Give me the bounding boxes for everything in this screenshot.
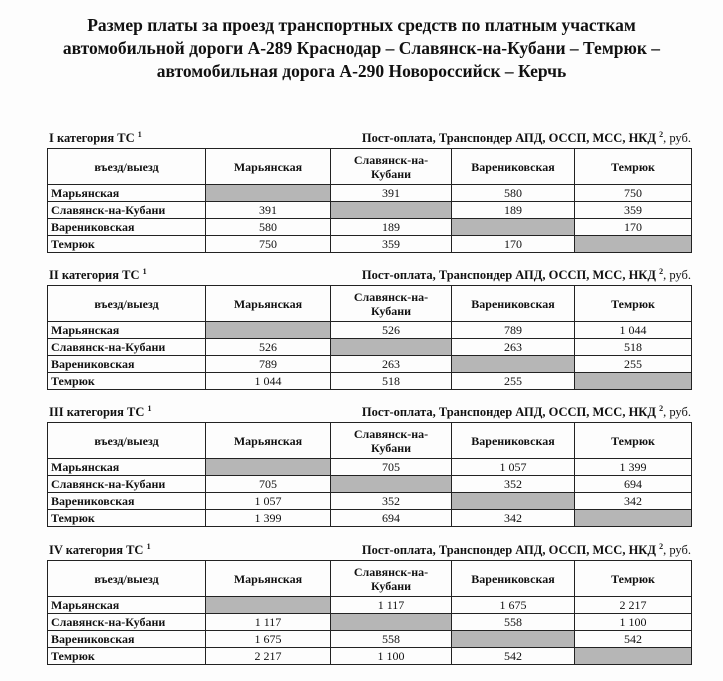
- fare-cell: 1 675: [206, 631, 331, 648]
- header-col: Темрюк: [575, 423, 692, 459]
- payment-footnote: 2: [659, 267, 664, 276]
- fare-table-section: [47, 267, 691, 390]
- title-line-3: автомобильная дорога А-290 Новороссийск – Керчь: [156, 61, 567, 81]
- title-line-1: Размер платы за проезд транспортных средств по платным участкам: [87, 15, 636, 35]
- fare-cell: 352: [331, 493, 452, 510]
- fare-cell: 263: [331, 356, 452, 373]
- empty-cell: [575, 648, 692, 665]
- empty-cell: [206, 185, 331, 202]
- table-row: [48, 614, 692, 631]
- header-col-line: Славянск-на-: [353, 426, 429, 441]
- fare-cell: 542: [452, 648, 575, 665]
- category-footnote: 1: [142, 267, 147, 276]
- table-row: [48, 236, 692, 253]
- fare-cell: 263: [452, 339, 575, 356]
- table-row: [48, 597, 692, 614]
- category-text: I категория ТС: [49, 131, 135, 145]
- fare-cell: 750: [575, 185, 692, 202]
- fare-cell: 1 675: [452, 597, 575, 614]
- table-header-row: [48, 423, 692, 459]
- fare-cell: 359: [575, 202, 692, 219]
- row-label: Славянск-на-Кубани: [48, 476, 206, 493]
- header-col: Варениковская: [452, 423, 575, 459]
- fare-table: [47, 560, 692, 665]
- category-text: IV категория ТС: [49, 543, 144, 557]
- table-caption: [47, 542, 691, 560]
- empty-cell: [331, 476, 452, 493]
- empty-cell: [452, 631, 575, 648]
- payment-unit: , руб.: [663, 131, 691, 145]
- fare-cell: 694: [331, 510, 452, 527]
- header-col-line: Кубани: [370, 166, 412, 181]
- payment-footnote: 2: [659, 404, 664, 413]
- fare-cell: 518: [331, 373, 452, 390]
- header-col: Варениковская: [452, 286, 575, 322]
- fare-cell: 580: [206, 219, 331, 236]
- table-row: [48, 185, 692, 202]
- fare-cell: 694: [575, 476, 692, 493]
- row-label: Марьянская: [48, 185, 206, 202]
- fare-table-section: [47, 130, 691, 253]
- fare-cell: 2 217: [206, 648, 331, 665]
- header-col: [331, 423, 452, 459]
- row-label: Марьянская: [48, 597, 206, 614]
- payment-label: [362, 131, 691, 146]
- category-label: [49, 543, 151, 558]
- fare-table-section: [47, 404, 691, 527]
- empty-cell: [331, 339, 452, 356]
- category-text: III категория ТС: [49, 405, 145, 419]
- empty-cell: [452, 493, 575, 510]
- table-header-row: [48, 149, 692, 185]
- fare-cell: 1 399: [206, 510, 331, 527]
- fare-cell: 1 044: [206, 373, 331, 390]
- header-col-line: Славянск-на-: [353, 564, 429, 579]
- fare-cell: 255: [452, 373, 575, 390]
- fare-cell: 352: [452, 476, 575, 493]
- category-footnote: 1: [147, 404, 152, 413]
- fare-cell: 1 117: [206, 614, 331, 631]
- table-row: [48, 202, 692, 219]
- header-col: Марьянская: [206, 423, 331, 459]
- fare-cell: 189: [452, 202, 575, 219]
- payment-text: Пост-оплата, Транспондер АПД, ОССП, МСС, НКД: [361, 268, 656, 282]
- fare-cell: 1 399: [575, 459, 692, 476]
- empty-cell: [206, 597, 331, 614]
- payment-label: [362, 268, 691, 283]
- table-row: [48, 648, 692, 665]
- fare-cell: 1 100: [331, 648, 452, 665]
- table-header-row: [48, 286, 692, 322]
- payment-unit: , руб.: [663, 543, 691, 557]
- payment-footnote: 2: [659, 130, 664, 139]
- payment-text: Пост-оплата, Транспондер АПД, ОССП, МСС, НКД: [361, 131, 656, 145]
- empty-cell: [331, 614, 452, 631]
- category-label: [49, 131, 142, 146]
- fare-cell: 526: [206, 339, 331, 356]
- header-col: Марьянская: [206, 561, 331, 597]
- table-row: [48, 493, 692, 510]
- fare-cell: 558: [331, 631, 452, 648]
- table-row: [48, 373, 692, 390]
- row-label: Темрюк: [48, 236, 206, 253]
- empty-cell: [575, 510, 692, 527]
- fare-cell: 558: [452, 614, 575, 631]
- empty-cell: [206, 459, 331, 476]
- payment-text: Пост-оплата, Транспондер АПД, ОССП, МСС, НКД: [361, 405, 656, 419]
- category-footnote: 1: [137, 130, 142, 139]
- header-col: [331, 561, 452, 597]
- fare-cell: 2 217: [575, 597, 692, 614]
- empty-cell: [331, 202, 452, 219]
- category-footnote: 1: [146, 542, 151, 551]
- table-caption: [47, 267, 691, 285]
- header-col: [331, 286, 452, 322]
- category-text: II категория ТС: [49, 268, 140, 282]
- table-row: [48, 510, 692, 527]
- payment-label: [362, 543, 691, 558]
- fare-cell: 359: [331, 236, 452, 253]
- row-label: Варениковская: [48, 219, 206, 236]
- payment-footnote: 2: [659, 542, 664, 551]
- header-col: Темрюк: [575, 149, 692, 185]
- row-label: Темрюк: [48, 510, 206, 527]
- fare-cell: 705: [331, 459, 452, 476]
- fare-cell: 542: [575, 631, 692, 648]
- fare-cell: 391: [206, 202, 331, 219]
- fare-cell: 1 057: [452, 459, 575, 476]
- fare-cell: 1 044: [575, 322, 692, 339]
- empty-cell: [575, 373, 692, 390]
- row-label: Славянск-на-Кубани: [48, 614, 206, 631]
- row-label: Темрюк: [48, 648, 206, 665]
- table-row: [48, 356, 692, 373]
- table-row: [48, 459, 692, 476]
- fare-cell: 518: [575, 339, 692, 356]
- table-row: [48, 631, 692, 648]
- fare-cell: 170: [452, 236, 575, 253]
- fare-cell: 526: [331, 322, 452, 339]
- empty-cell: [206, 322, 331, 339]
- header-col-line: Славянск-на-: [353, 152, 429, 167]
- fare-cell: 391: [331, 185, 452, 202]
- empty-cell: [452, 356, 575, 373]
- row-label: Варениковская: [48, 493, 206, 510]
- table-row: [48, 339, 692, 356]
- header-col: Темрюк: [575, 286, 692, 322]
- payment-unit: , руб.: [663, 405, 691, 419]
- category-label: [49, 405, 152, 420]
- table-row: [48, 219, 692, 236]
- row-label: Темрюк: [48, 373, 206, 390]
- fare-table-section: [47, 542, 691, 665]
- fare-cell: 189: [331, 219, 452, 236]
- fare-cell: 170: [575, 219, 692, 236]
- fare-table: [47, 285, 692, 390]
- header-corner: въезд/выезд: [48, 149, 206, 185]
- fare-cell: 705: [206, 476, 331, 493]
- fare-cell: 1 117: [331, 597, 452, 614]
- category-label: [49, 268, 147, 283]
- table-caption: [47, 404, 691, 422]
- row-label: Славянск-на-Кубани: [48, 339, 206, 356]
- row-label: Варениковская: [48, 631, 206, 648]
- header-corner: въезд/выезд: [48, 423, 206, 459]
- fare-cell: 789: [206, 356, 331, 373]
- fare-cell: 1 100: [575, 614, 692, 631]
- header-col-line: Кубани: [370, 303, 412, 318]
- payment-text: Пост-оплата, Транспондер АПД, ОССП, МСС, НКД: [361, 543, 656, 557]
- row-label: Славянск-на-Кубани: [48, 202, 206, 219]
- header-col: [331, 149, 452, 185]
- header-col: Марьянская: [206, 286, 331, 322]
- table-header-row: [48, 561, 692, 597]
- header-corner: въезд/выезд: [48, 286, 206, 322]
- header-corner: въезд/выезд: [48, 561, 206, 597]
- empty-cell: [575, 236, 692, 253]
- payment-label: [362, 405, 691, 420]
- row-label: Марьянская: [48, 459, 206, 476]
- header-col: Варениковская: [452, 561, 575, 597]
- table-row: [48, 476, 692, 493]
- header-col: Марьянская: [206, 149, 331, 185]
- fare-table: [47, 422, 692, 527]
- table-row: [48, 322, 692, 339]
- fare-cell: 580: [452, 185, 575, 202]
- fare-cell: 342: [575, 493, 692, 510]
- document-title: [20, 14, 703, 83]
- table-caption: [47, 130, 691, 148]
- header-col: Варениковская: [452, 149, 575, 185]
- header-col: Темрюк: [575, 561, 692, 597]
- fare-cell: 789: [452, 322, 575, 339]
- payment-unit: , руб.: [663, 268, 691, 282]
- fare-cell: 342: [452, 510, 575, 527]
- fare-cell: 750: [206, 236, 331, 253]
- title-line-2: автомобильной дороги А-289 Краснодар – Славянск-на-Кубани – Темрюк –: [62, 38, 661, 58]
- row-label: Варениковская: [48, 356, 206, 373]
- header-col-line: Кубани: [370, 440, 412, 455]
- row-label: Марьянская: [48, 322, 206, 339]
- header-col-line: Кубани: [370, 578, 412, 593]
- fare-table: [47, 148, 692, 253]
- header-col-line: Славянск-на-: [353, 289, 429, 304]
- fare-cell: 1 057: [206, 493, 331, 510]
- empty-cell: [452, 219, 575, 236]
- fare-cell: 255: [575, 356, 692, 373]
